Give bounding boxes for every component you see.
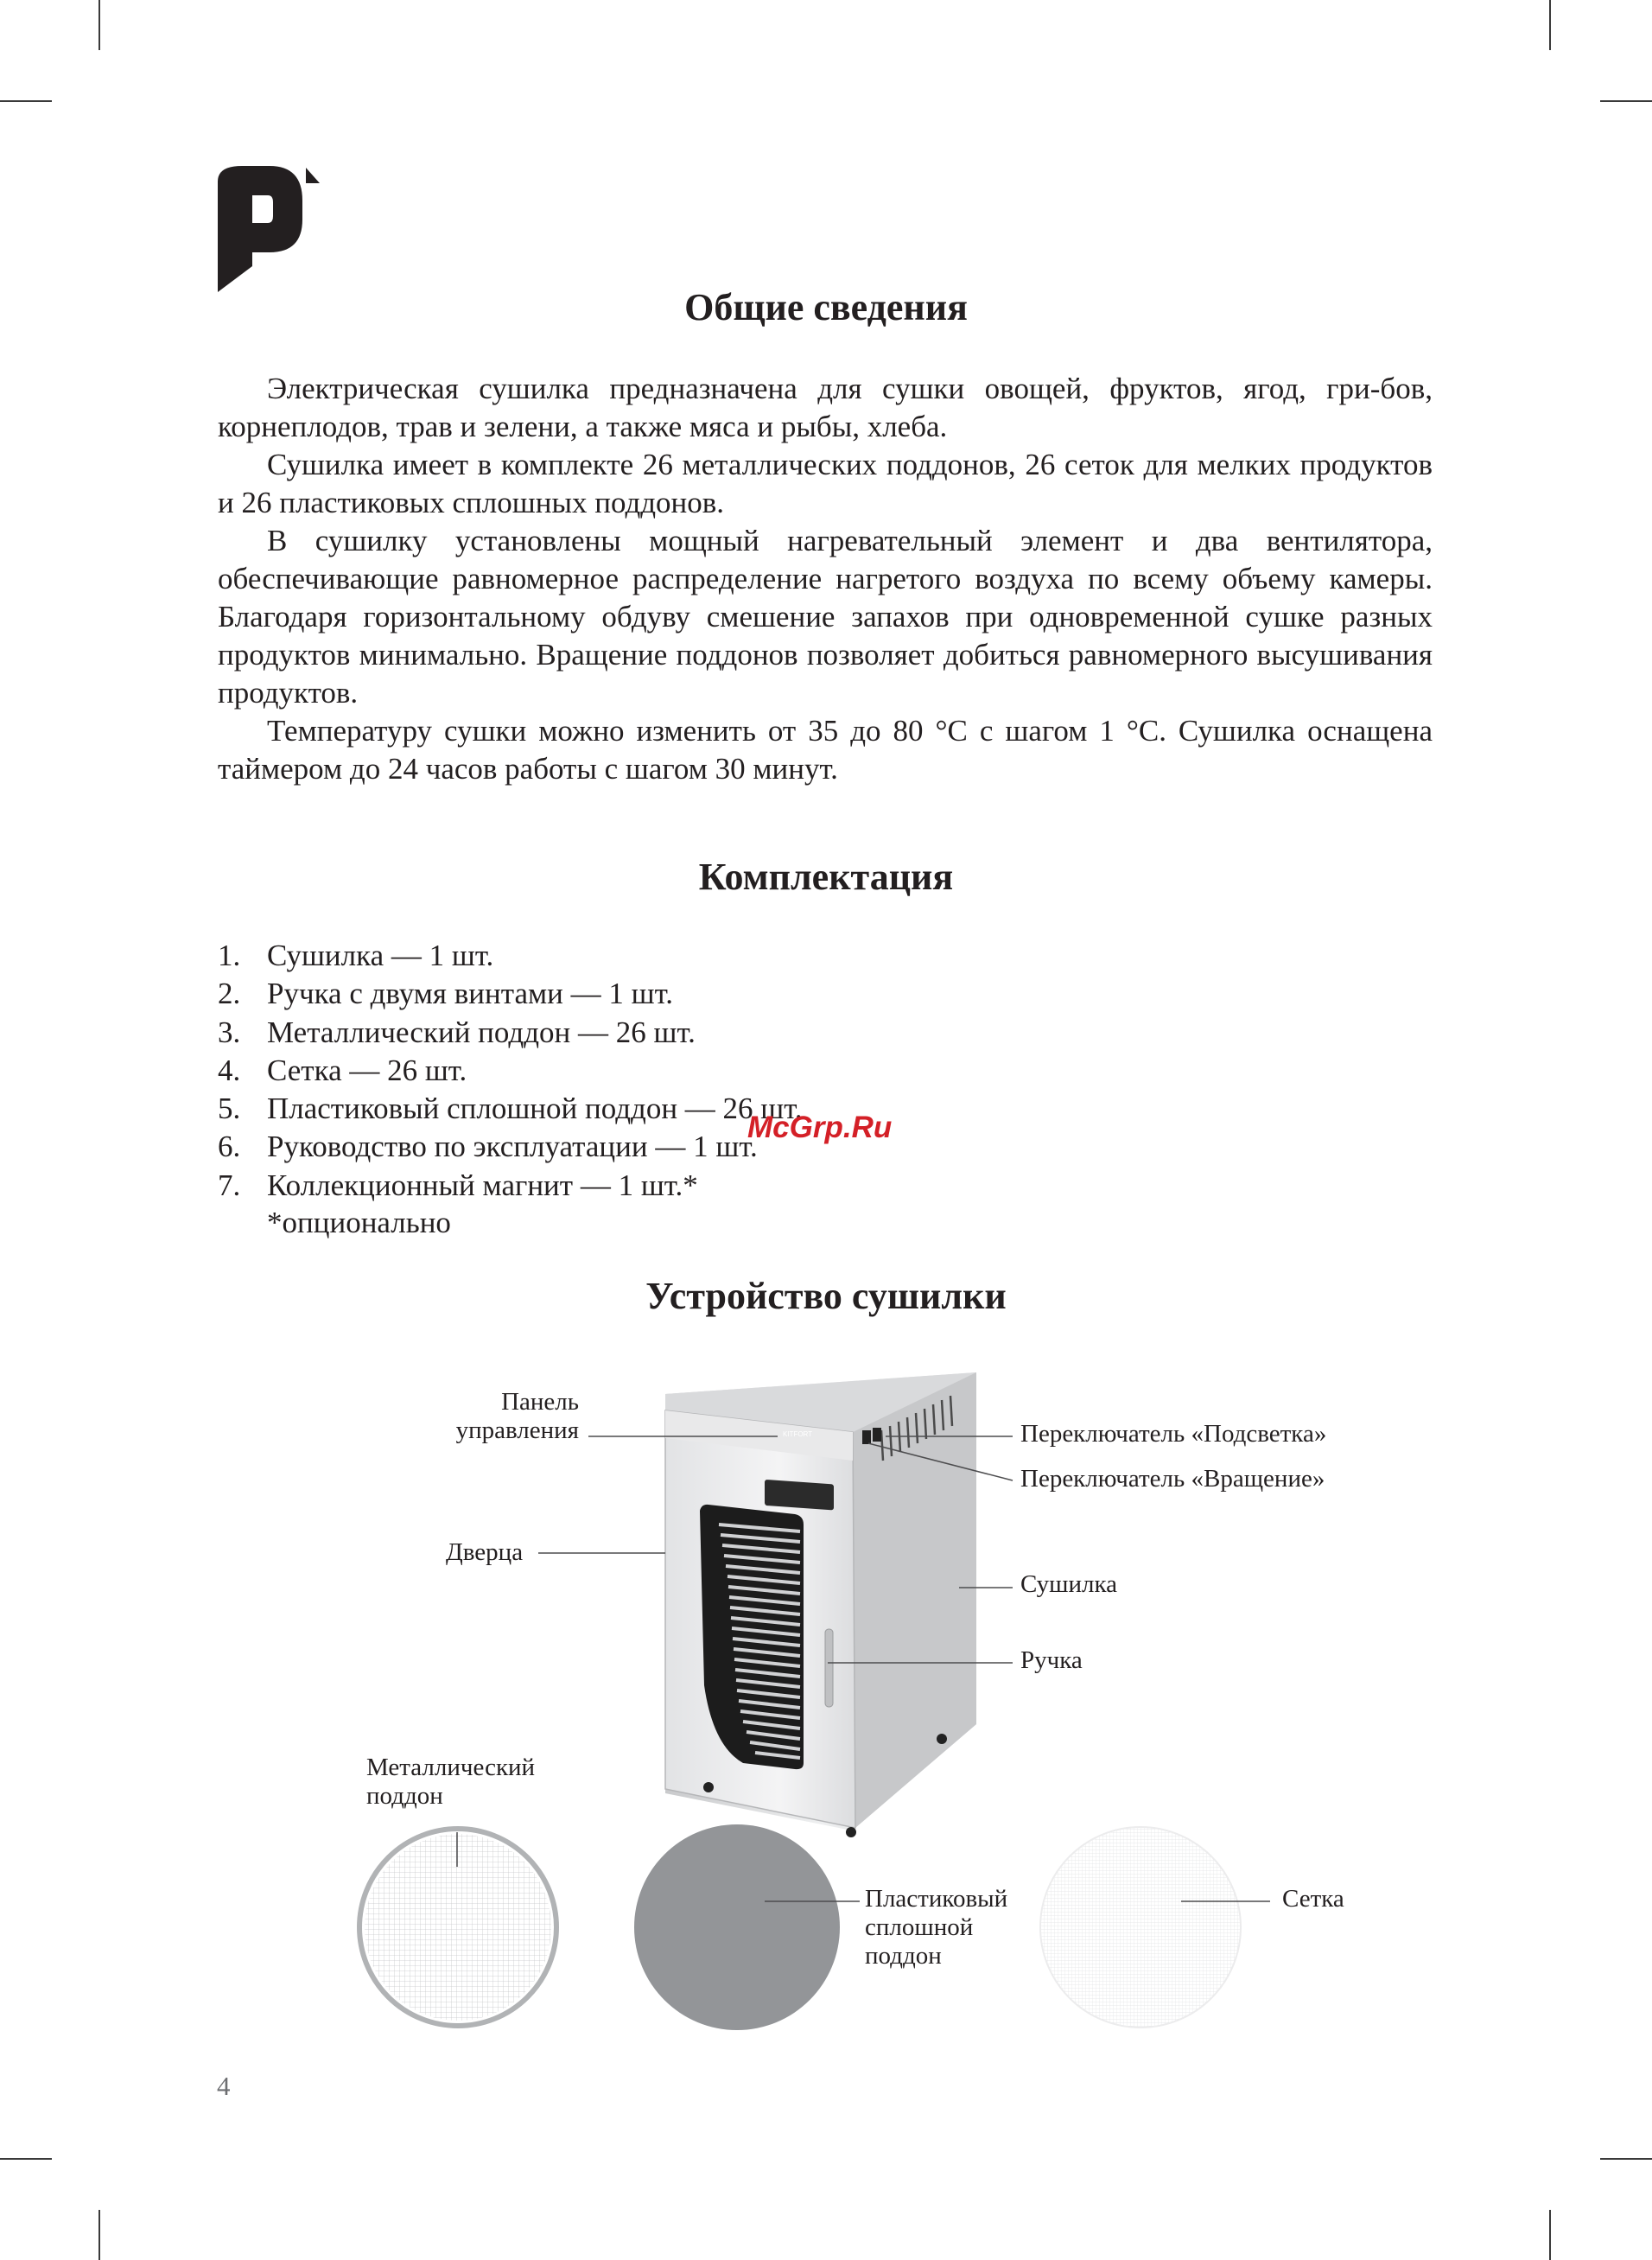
list-item: 4. Сетка — 26 шт. <box>218 1053 467 1087</box>
section-title-device: Устройство сушилки <box>645 1275 1007 1317</box>
label-light-switch: Переключатель «Подсветка» <box>1020 1420 1327 1448</box>
rotation-switch <box>873 1428 881 1442</box>
door-handle <box>825 1629 833 1707</box>
list-item: 5. Пластиковый сплошной поддон — 26 шт. <box>218 1092 803 1126</box>
paragraph: В сушилку установлены мощный нагревательный элемент и два вентилятора, обеспечивающие равномерное распределение нагретого воздуха по всему объему камеры. Благодаря горизонтальному обдуву смешение запахов при одновременной сушке разных продуктов минимально. Вращение поддонов позволяет добиться равномерного высушивания продуктов. <box>218 524 1433 710</box>
label-door: Дверца <box>446 1538 524 1566</box>
label-mesh: Сетка <box>1282 1885 1344 1913</box>
label-rotation-switch: Переключатель «Вращение» <box>1020 1465 1325 1493</box>
dryer-side-panel <box>853 1372 976 1828</box>
foot <box>703 1782 714 1792</box>
list-item: 1. Сушилка — 1 шт. <box>218 939 494 972</box>
optional-note: *опционально <box>267 1206 451 1239</box>
paragraph: Сушилка имеет в комплекте 26 металлических поддонов, 26 сеток для мелких продуктов и 26 пластиковых сплошных поддонов. <box>218 448 1433 519</box>
paragraph: Электрическая сушилка предназначена для сушки овощей, фруктов, ягод, гри-бов, корнеплодов, трав и зелени, а также мяса и рыбы, хлеба. <box>218 372 1433 443</box>
dryer-illustration <box>665 1372 976 1837</box>
foot <box>937 1734 947 1744</box>
list-item: 3. Металлический поддон — 26 шт. <box>218 1015 696 1049</box>
mesh-sheet-illustration <box>1040 1827 1241 2028</box>
light-switch <box>862 1430 871 1444</box>
paragraph: Температуру сушки можно изменить от 35 до 80 °C с шагом 1 °C. Сушилка оснащена таймером до 24 часов работы с шагом 30 минут. <box>218 714 1433 786</box>
section-title-general: Общие сведения <box>684 286 968 328</box>
label-dryer: Сушилка <box>1020 1570 1117 1598</box>
label-control-panel: Панель управления <box>455 1388 579 1444</box>
list-item: 6. Руководство по эксплуатации — 1 шт. <box>218 1130 758 1164</box>
watermark: McGrp.Ru <box>747 1111 893 1144</box>
page-number: 4 <box>217 2071 231 2101</box>
label-metal-tray: Металлический поддон <box>366 1754 536 1810</box>
panel-brand-text: KITFORT <box>783 1430 813 1438</box>
section-title-contents: Комплектация <box>698 856 954 898</box>
control-panel-display <box>765 1480 834 1511</box>
list-item: 7. Коллекционный магнит — 1 шт.* <box>218 1168 698 1202</box>
metal-tray-mesh <box>365 1834 551 2021</box>
label-plastic-tray: Пластиковый сплошной поддон <box>865 1885 1008 1970</box>
label-handle: Ручка <box>1020 1646 1083 1674</box>
list-item: 2. Ручка с двумя винтами — 1 шт. <box>218 977 674 1011</box>
plastic-tray-illustration <box>634 1824 840 2030</box>
foot <box>846 1827 856 1837</box>
